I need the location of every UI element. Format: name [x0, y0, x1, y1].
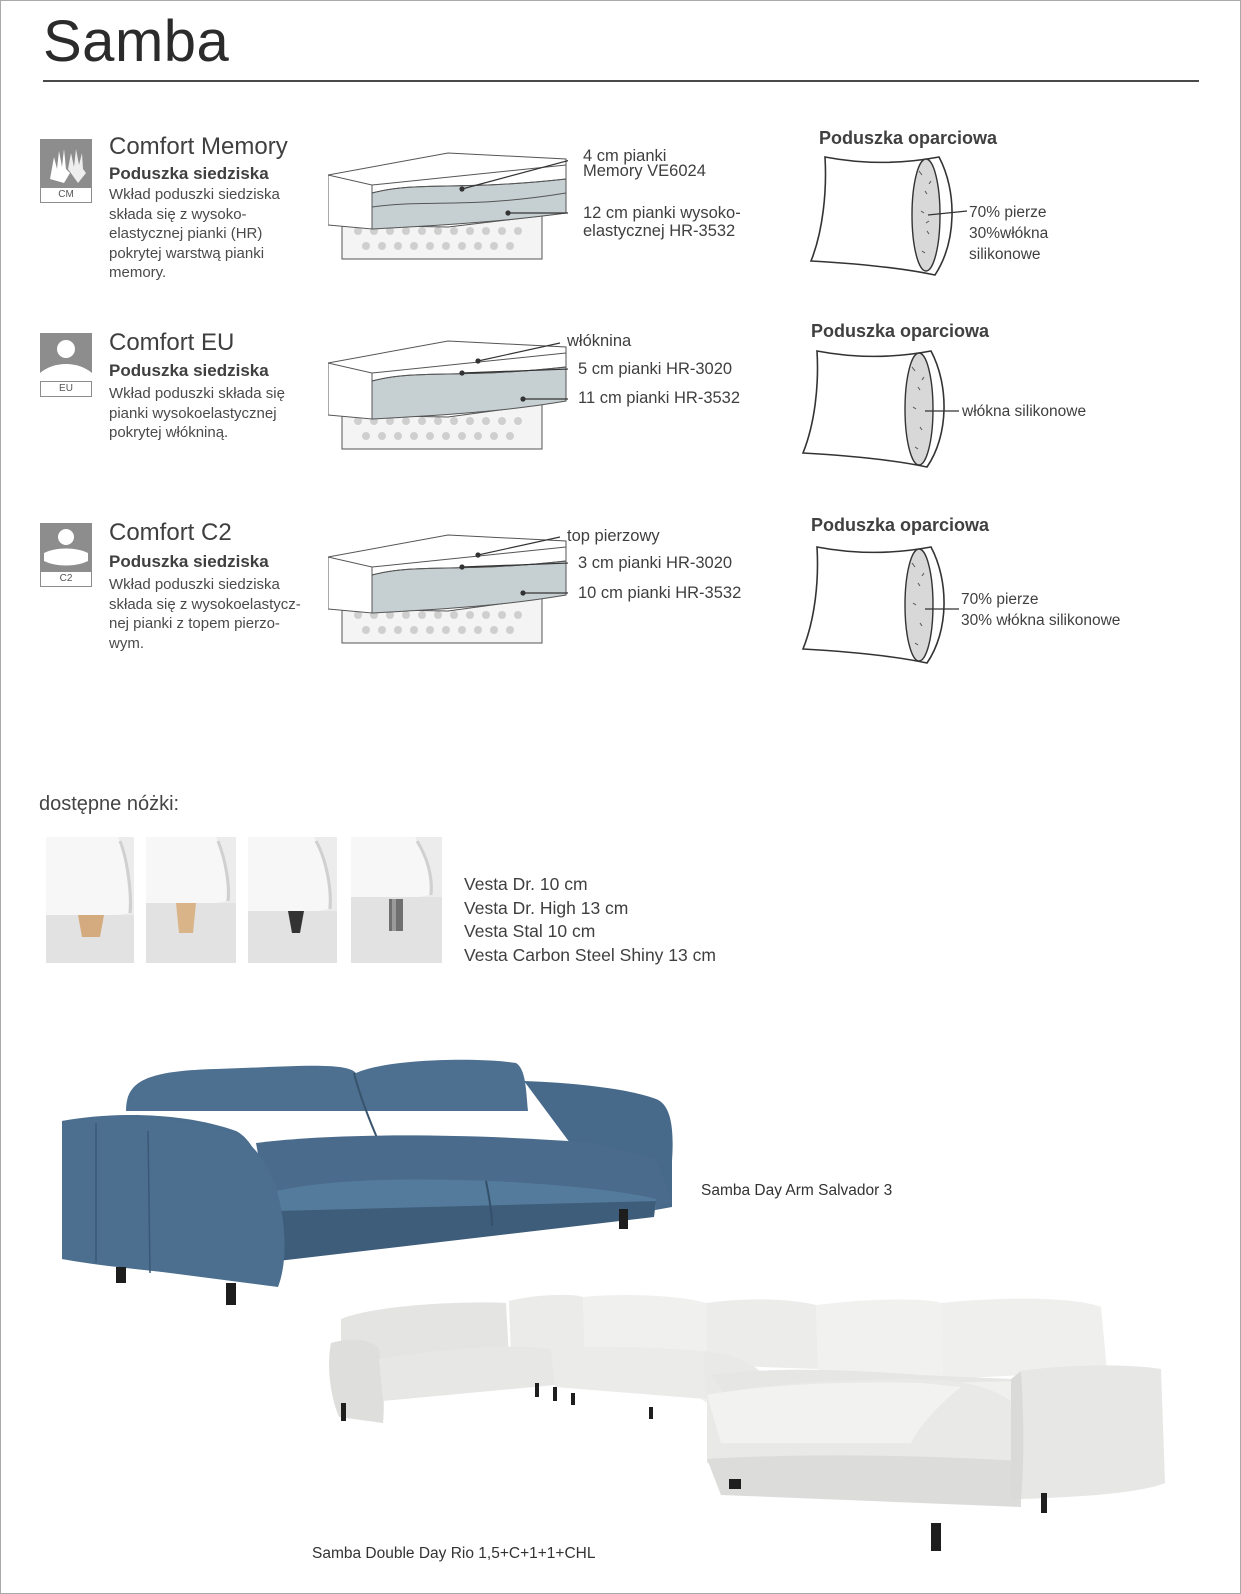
comfort-description: Wkład poduszki siedziska składa się z wysoko- elastycznej pianki (HR) pokrytej warstwą pianki memory. [109, 186, 280, 281]
comfort-description: Wkład poduszki składa się pianki wysokoelastycznej pokrytej włókniną. [109, 385, 285, 441]
pillow-title: Poduszka oparciowa [811, 321, 990, 341]
layer-label: włóknina [567, 332, 632, 350]
product-caption: Samba Double Day Rio 1,5+C+1+1+CHL [312, 1545, 596, 1562]
comfort-memory-icon [40, 139, 92, 203]
back-pillow-diagram [799, 345, 969, 473]
comfort-eu-icon [40, 333, 92, 397]
leg-option: Vesta Dr. 10 cm [464, 874, 588, 894]
leg-photo-carbon-steel [351, 837, 442, 963]
layer-label: top pierzowy [567, 527, 660, 545]
leg-option: Vesta Dr. High 13 cm [464, 897, 629, 918]
leg-photo-oak-high [146, 837, 236, 963]
cushion-diagram [328, 533, 568, 645]
pillow-fill-label: 70% pierze 30%włókna silikonowe [969, 204, 1049, 263]
cushion-diagram [328, 151, 568, 261]
legs-list [464, 873, 716, 967]
comfort-icon-label: EU [40, 381, 92, 397]
layer-label: 12 cm pianki wysoko- [583, 204, 741, 222]
leg-photo-oak [46, 837, 134, 963]
layer-label: Memory VE6024 [583, 162, 706, 180]
pillow-title: Poduszka oparciowa [819, 128, 998, 148]
comfort-subtitle: Poduszka siedziska [109, 552, 269, 571]
comfort-title: Comfort C2 [109, 519, 232, 546]
layer-label: 5 cm pianki HR-3020 [578, 360, 733, 378]
comfort-title: Comfort EU [109, 329, 235, 356]
back-pillow-diagram [807, 151, 977, 281]
product-caption: Samba Day Arm Salvador 3 [701, 1182, 893, 1199]
leg-option: Vesta Stal 10 cm [464, 921, 596, 941]
layer-label: 3 cm pianki HR-3020 [578, 554, 733, 572]
sofa-blue-photo [56, 1051, 686, 1316]
pillow-title: Poduszka oparciowa [811, 515, 990, 535]
comfort-title: Comfort Memory [109, 133, 288, 160]
comfort-description: Wkład poduszki siedziska składa się z wysokoelastycz- nej pianki z topem pierzo- wym. [109, 576, 301, 652]
back-pillow-diagram [799, 541, 969, 669]
comfort-subtitle: Poduszka siedziska [109, 164, 269, 183]
layer-label: 4 cm pianki [583, 147, 667, 165]
layer-label: 10 cm pianki HR-3532 [578, 584, 742, 602]
comfort-c2-icon [40, 523, 92, 587]
comfort-icon-label: C2 [40, 571, 92, 587]
pillow-fill-label: włókna silikonowe [962, 403, 1087, 420]
layer-label: 11 cm pianki HR-3532 [578, 389, 741, 407]
legs-heading: dostępne nóżki: [39, 793, 180, 815]
sofa-white-sectional-photo [321, 1283, 1179, 1583]
leg-photo-steel [248, 837, 337, 963]
comfort-icon-label: CM [40, 187, 92, 203]
page-title: Samba [43, 9, 230, 74]
cushion-diagram [328, 339, 568, 451]
comfort-subtitle: Poduszka siedziska [109, 361, 269, 380]
title-rule [43, 80, 1199, 82]
layer-label: elastycznej HR-3532 [583, 222, 736, 240]
leg-option: Vesta Carbon Steel Shiny 13 cm [464, 944, 716, 965]
pillow-fill-label: 70% pierze 30% włókna silikonowe [961, 591, 1121, 629]
